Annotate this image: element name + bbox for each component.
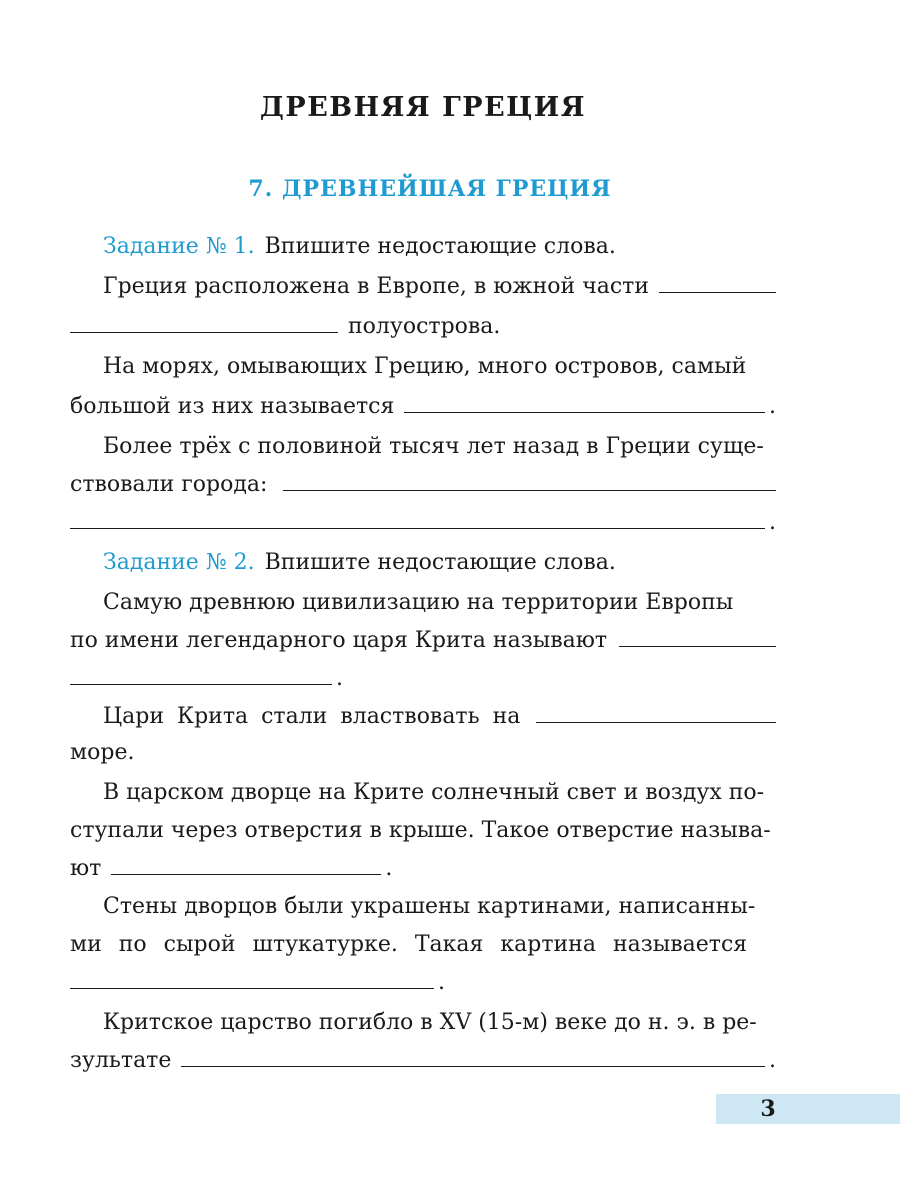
task2-text9: ми по сырой штукатурке. Такая картина называется bbox=[70, 932, 748, 957]
task1-text4: большой из них называется bbox=[70, 394, 395, 419]
task2-instruction: Впишите недостающие слова. bbox=[264, 550, 616, 575]
task2-line6 bbox=[103, 778, 776, 808]
task1-line6 bbox=[70, 470, 776, 500]
task2-text2: по имени легендарного царя Крита называют bbox=[70, 628, 608, 653]
task1-line4 bbox=[70, 392, 776, 422]
task1-blank-2[interactable] bbox=[70, 312, 338, 333]
task2-line4 bbox=[103, 702, 776, 732]
task1-blank-3[interactable] bbox=[404, 392, 765, 413]
task1-text2: полуострова. bbox=[348, 314, 501, 339]
period: . bbox=[438, 970, 445, 995]
task2-text4: море. bbox=[70, 740, 135, 765]
task2-line3 bbox=[70, 664, 343, 694]
task1-text5: Более трёх с половиной тысяч лет назад в Греции суще- bbox=[103, 434, 764, 459]
task2-line9 bbox=[103, 892, 776, 922]
task1-text6: ствовали города: bbox=[70, 472, 268, 497]
task2-text3: Цари Крита стали властвовать на bbox=[103, 704, 521, 729]
task1-line7 bbox=[70, 508, 776, 538]
period: . bbox=[336, 666, 343, 691]
period: . bbox=[769, 1048, 776, 1073]
task2-line1 bbox=[103, 588, 776, 618]
task2-label: Задание № 2. bbox=[103, 550, 255, 575]
task2-line5 bbox=[70, 738, 134, 768]
page-number: 3 bbox=[760, 1096, 776, 1122]
period: . bbox=[769, 510, 776, 535]
task1-header bbox=[103, 232, 616, 262]
task2-header bbox=[103, 548, 616, 578]
task2-text10: Критское царство погибло в XV (15-м) веке до н. э. в ре- bbox=[103, 1010, 757, 1035]
task1-blank-5[interactable] bbox=[70, 508, 765, 529]
task1-blank-4[interactable] bbox=[283, 470, 776, 491]
task1-line1 bbox=[103, 272, 776, 302]
task2-blank-2[interactable] bbox=[70, 664, 332, 685]
task1-label: Задание № 1. bbox=[103, 234, 255, 259]
task1-line2 bbox=[70, 312, 500, 342]
page-number-box bbox=[716, 1094, 900, 1124]
task2-line8 bbox=[70, 854, 392, 884]
task1-blank-1[interactable] bbox=[659, 272, 776, 293]
task2-text11: зультате bbox=[70, 1048, 172, 1073]
task1-line5 bbox=[103, 432, 776, 462]
task2-text7: ют bbox=[70, 856, 102, 881]
task1-line3 bbox=[103, 352, 776, 382]
task1-instruction: Впишите недостающие слова. bbox=[264, 234, 616, 259]
task2-blank-4[interactable] bbox=[111, 854, 381, 875]
task2-text8: Стены дворцов были украшены картинами, написанны- bbox=[103, 894, 756, 919]
task1-text3: На морях, омывающих Грецию, много островов, самый bbox=[103, 354, 747, 379]
task2-text1: Самую древнюю цивилизацию на территории Европы bbox=[103, 590, 734, 615]
task2-line13 bbox=[70, 1046, 776, 1076]
task2-blank-6[interactable] bbox=[181, 1046, 765, 1067]
task2-text6: ступали через отверстия в крыше. Такое отверстие называ- bbox=[70, 818, 771, 843]
task1-text1: Греция расположена в Европе, в южной части bbox=[103, 274, 650, 299]
period: . bbox=[769, 394, 776, 419]
page-title: ДРЕВНЯЯ ГРЕЦИЯ bbox=[259, 92, 587, 123]
section-title: 7. ДРЕВНЕЙШАЯ ГРЕЦИЯ bbox=[248, 176, 612, 202]
task2-line2 bbox=[70, 626, 776, 656]
task2-blank-5[interactable] bbox=[70, 968, 434, 989]
task2-text5: В царском дворце на Крите солнечный свет и воздух по- bbox=[103, 780, 765, 805]
task2-blank-1[interactable] bbox=[619, 626, 776, 647]
task2-line11 bbox=[70, 968, 445, 998]
period: . bbox=[385, 856, 393, 881]
task2-line7 bbox=[70, 816, 776, 846]
task2-line12 bbox=[103, 1008, 776, 1038]
task2-blank-3[interactable] bbox=[536, 702, 776, 723]
task2-line10 bbox=[70, 930, 776, 960]
